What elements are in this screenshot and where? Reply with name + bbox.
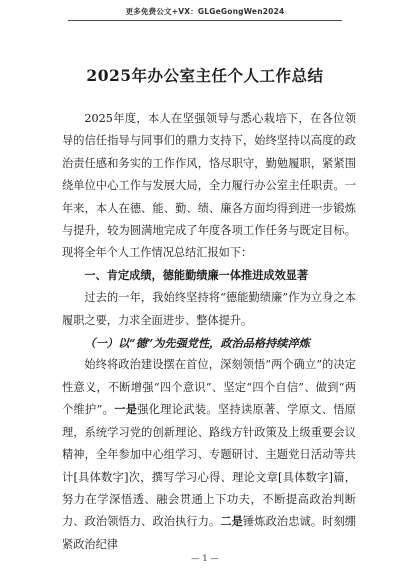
- section-heading-1: 一、肯定成绩，德能勤绩廉一体推进成效显著: [84, 268, 309, 282]
- subsection-text-c: 锤炼政治忠诚。时刻绷紧政治纪律: [62, 515, 356, 551]
- subsection-text-b: 强化理论武装。坚持读原著、学原文、悟原理，系统学习党的创新理论、路线方针政策及上级重要会议精神，全年参加中心组学习、专题研讨、主题党日活动等共计[具体数字]次，撰写学习心得、理论文章[具体数字]篇，努力在学深悟透、融会贯通上下功夫，不断提高政治判断力、政治领悟力、政治执行力。: [62, 403, 356, 529]
- page-number: — 1 —: [191, 554, 219, 564]
- header-rule: [68, 20, 342, 21]
- point-label-1: 一是: [114, 403, 138, 417]
- subsection-text-a: 始终将政治建设摆在首位，深刻领悟“两个确立”的决定性意义，不断增强“四个意识”、坚定“四个自信”、做到“两个维护”。: [62, 358, 356, 417]
- section-intro-paragraph: 过去的一年，我始终坚持将“德能勤绩廉”作为立身之本履职之要，力求全面进步、整体提升。: [62, 291, 356, 327]
- subsection-paragraph: [62, 354, 356, 556]
- point-label-2: 二是: [220, 515, 243, 529]
- subsection-heading-1: （一）以“德”为先强党性，政治品格持续淬炼: [84, 336, 310, 351]
- document-title: 2025年办公室主任个人工作总结: [86, 66, 324, 85]
- header-note: 更多免费公文+VX：GLGeGongWen2024: [125, 7, 285, 16]
- intro-paragraph: 2025年度，本人在坚强领导与悉心栽培下，在各位领导的信任指导与同事们的鼎力支持下，始终坚持以高度的政治责任感和务实的工作作风，恪尽职守，勤勉履职，紧紧围绕单位中心工作与发展大局，全力履行办公室主任职责。一年来，本人在德、能、勤、绩、廉各方面均得到进一步锻炼与提升，较为圆满地完成了年度各项工作任务与既定目标。现将全年个人工作情况总结汇报如下：: [62, 112, 356, 260]
- document-body: [62, 108, 356, 556]
